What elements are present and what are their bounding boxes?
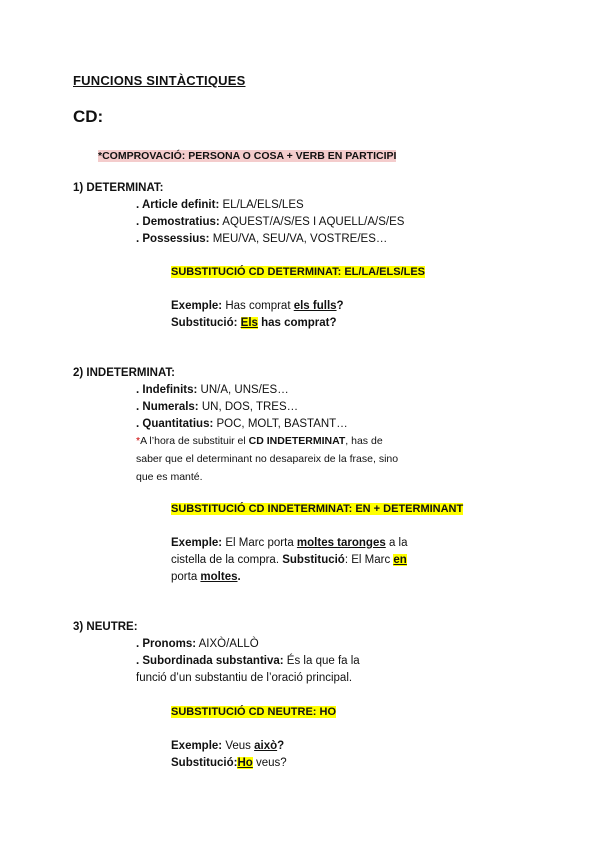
neutre-item-line2: funció d’un substantiu de l’oració principal. [136,672,353,684]
indeterminat-item [136,384,289,396]
comprovacio-text: *COMPROVACIÓ: PERSONA O COSA + VERB EN PARTICIPI [98,150,397,162]
substitucio-text: SUBSTITUCIÓ CD INDETERMINAT: EN + DETERMINANT [171,503,464,515]
item-label: . Subordinada substantiva: [136,655,284,667]
item-text: UN/A, UNS/ES… [197,384,289,396]
indeterminat-exemple-line1 [171,537,408,549]
subst-rest: veus? [252,757,287,769]
indeterminat-exemple-line2 [171,554,407,566]
item-text: AQUEST/A/S/ES I AQUELL/A/S/ES [219,216,405,228]
exemple-text: Veus [222,740,255,752]
neutre-heading: 3) NEUTRE: [73,621,138,633]
determinat-item [136,233,387,245]
subst-key: Els [240,317,258,329]
item-text: EL/LA/ELS/LES [219,199,304,211]
indeterminat-note-line2: saber que el determinant no desapareix de la frase, sino [136,453,399,465]
indeterminat-item [136,401,298,413]
neutre-substitucio-example [171,757,287,769]
item-text: POC, MOLT, BASTANT… [213,418,348,430]
indeterminat-note-line1 [136,435,383,447]
exemple-label: Exemple: [171,300,223,312]
indeterminat-exemple-line3 [171,571,241,583]
substitucio-text: SUBSTITUCIÓ CD NEUTRE: HO [171,706,336,718]
neutre-exemple [171,740,284,752]
note-text-c: , has de [345,435,383,447]
subst-label: Substitució: [171,757,238,769]
exemple-text: Has comprat [222,300,294,312]
exemple-label: Exemple: [171,740,223,752]
determinat-item [136,216,404,228]
neutre-item [136,655,360,667]
exemple-end: ? [277,740,285,752]
note-text-a: A l’hora de substituir el [140,435,249,447]
exemple-line2-a: cistella de la compra. [171,554,283,566]
page-title: FUNCIONS SINTÀCTIQUES [73,73,246,88]
exemple-text: El Marc porta [222,537,297,549]
indeterminat-item [136,418,348,430]
item-label: . Possessius: [136,233,210,245]
item-text: És la que fa la [283,655,360,667]
item-label: . Quantitatius: [136,418,214,430]
exemple-line3-key: moltes [200,571,238,583]
item-label: . Demostratius: [136,216,220,228]
exemple-line3-end: . [237,571,241,583]
neutre-item [136,638,259,650]
section-heading-cd: CD: [73,107,104,126]
substitucio-determinat [171,266,425,278]
exemple-key: moltes taronges [296,537,386,549]
determinat-item [136,199,304,211]
exemple-line2-label: Substitució [282,554,345,566]
item-text: MEU/VA, SEU/VA, VOSTRE/ES… [209,233,388,245]
item-text: UN, DOS, TRES… [198,401,299,413]
exemple-end: ? [336,300,344,312]
substitucio-indeterminat [171,503,463,515]
item-label: . Indefinits: [136,384,198,396]
note-text-b: CD INDETERMINAT [248,435,346,447]
item-label: . Pronoms: [136,638,197,650]
item-text: AIXÒ/ALLÒ [196,638,259,650]
substitucio-text: SUBSTITUCIÓ CD DETERMINAT: EL/LA/ELS/LES [171,266,426,278]
exemple-text-2: a la [385,537,408,549]
determinat-exemple [171,300,344,312]
exemple-key: els fulls [293,300,337,312]
subst-label: Substitució: [171,317,238,329]
note-star: * [136,435,141,447]
comprovacio-note [98,150,396,162]
exemple-line2-key: en [393,554,407,566]
exemple-line2-b: : El Marc [344,554,394,566]
subst-key: Ho [237,757,253,769]
indeterminat-note-line3: que es manté. [136,471,203,483]
indeterminat-heading: 2) INDETERMINAT: [73,367,176,379]
item-label: . Numerals: [136,401,199,413]
exemple-key: això [254,740,278,752]
subst-rest: has comprat? [257,317,337,329]
substitucio-neutre [171,706,336,718]
exemple-label: Exemple: [171,537,223,549]
determinat-substitucio-example [171,317,337,329]
item-label: . Article definit: [136,199,220,211]
exemple-line3-a: porta [171,571,201,583]
determinat-heading: 1) DETERMINAT: [73,182,164,194]
